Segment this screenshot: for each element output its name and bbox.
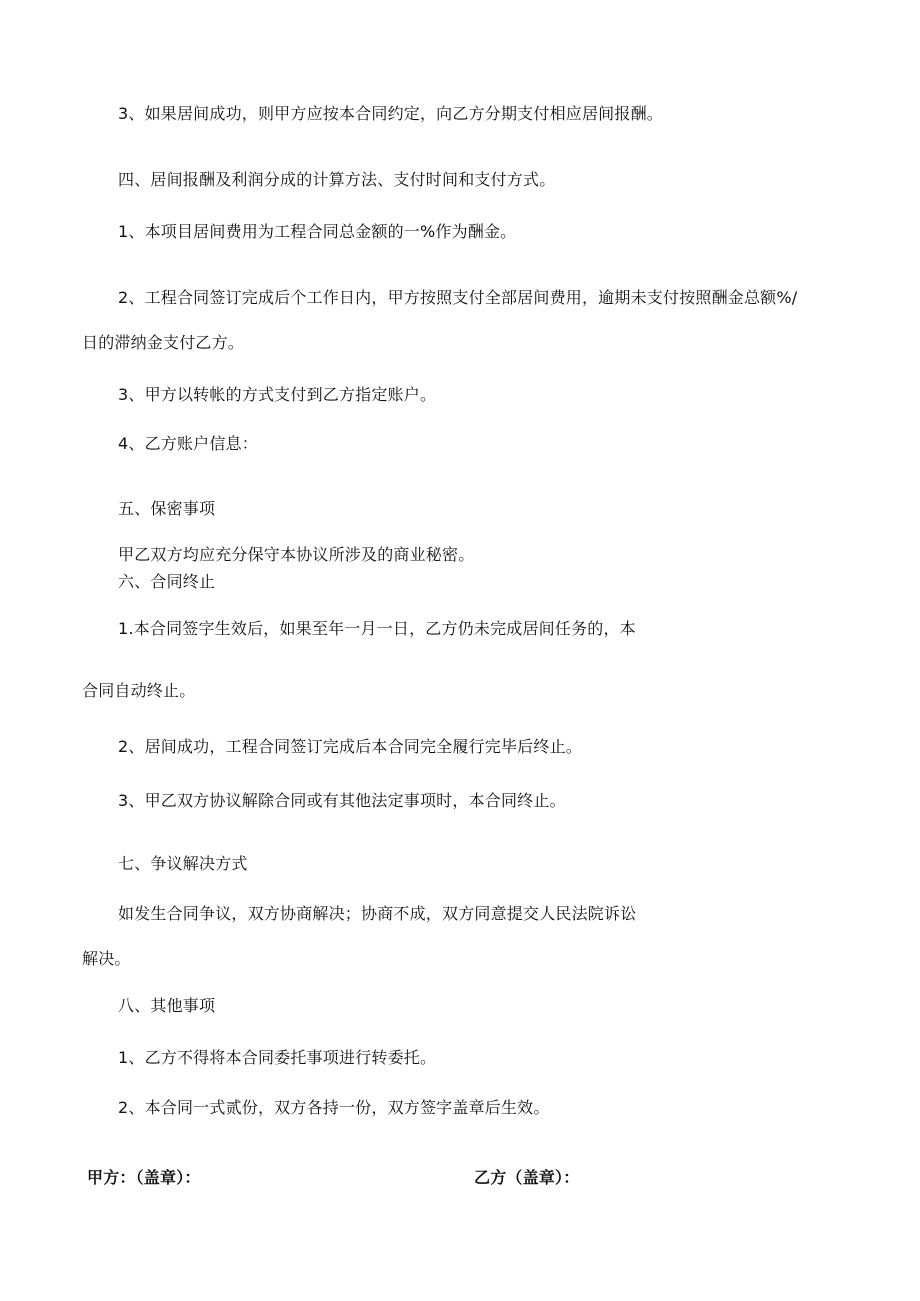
- clause-6-1-line-1: 1.本合同签字生效后，如果至年一月一日，乙方仍未完成居间任务的，本: [118, 619, 636, 638]
- section-7-heading: 七、争议解决方式: [118, 854, 248, 873]
- section-7-body-line-1: 如发生合同争议，双方协商解决；协商不成，双方同意提交人民法院诉讼: [118, 904, 637, 923]
- clause-6-3: 3、甲乙双方协议解除合同或有其他法定事项时，本合同终止。: [118, 791, 566, 810]
- clause-4-2-line-2: 日的滞纳金支付乙方。: [82, 333, 245, 352]
- clause-6-2: 2、居间成功，工程合同签订完成后本合同完全履行完毕后终止。: [118, 737, 582, 756]
- clause-8-2: 2、本合同一式贰份，双方各持一份，双方签字盖章后生效。: [118, 1098, 550, 1117]
- clause-3-3: 3、如果居间成功，则甲方应按本合同约定，向乙方分期支付相应居间报酬。: [118, 104, 663, 123]
- section-4-heading: 四、居间报酬及利润分成的计算方法、支付时间和支付方式。: [118, 170, 556, 189]
- clause-4-1: 1、本项目居间费用为工程合同总金额的一%作为酬金。: [118, 222, 517, 241]
- clause-4-2-line-1: 2、工程合同签订完成后个工作日内，甲方按照支付全部居间费用，逾期未支付按照酬金总额%/: [118, 288, 798, 307]
- clause-4-4: 4、乙方账户信息：: [118, 434, 258, 453]
- section-6-heading: 六、合同终止: [118, 572, 216, 591]
- section-5-body: 甲乙双方均应充分保守本协议所涉及的商业秘密。: [118, 545, 475, 564]
- clause-8-1: 1、乙方不得将本合同委托事项进行转委托。: [118, 1048, 437, 1067]
- signature-party-a: 甲方：（盖章）：: [87, 1168, 201, 1187]
- clause-4-3: 3、甲方以转帐的方式支付到乙方指定账户。: [118, 385, 437, 404]
- section-5-heading: 五、保密事项: [118, 499, 216, 518]
- section-7-body-line-2: 解决。: [82, 949, 131, 968]
- signature-party-b: 乙方（盖章）：: [474, 1168, 580, 1187]
- clause-6-1-line-2: 合同自动终止。: [82, 681, 196, 700]
- section-8-heading: 八、其他事项: [118, 996, 216, 1015]
